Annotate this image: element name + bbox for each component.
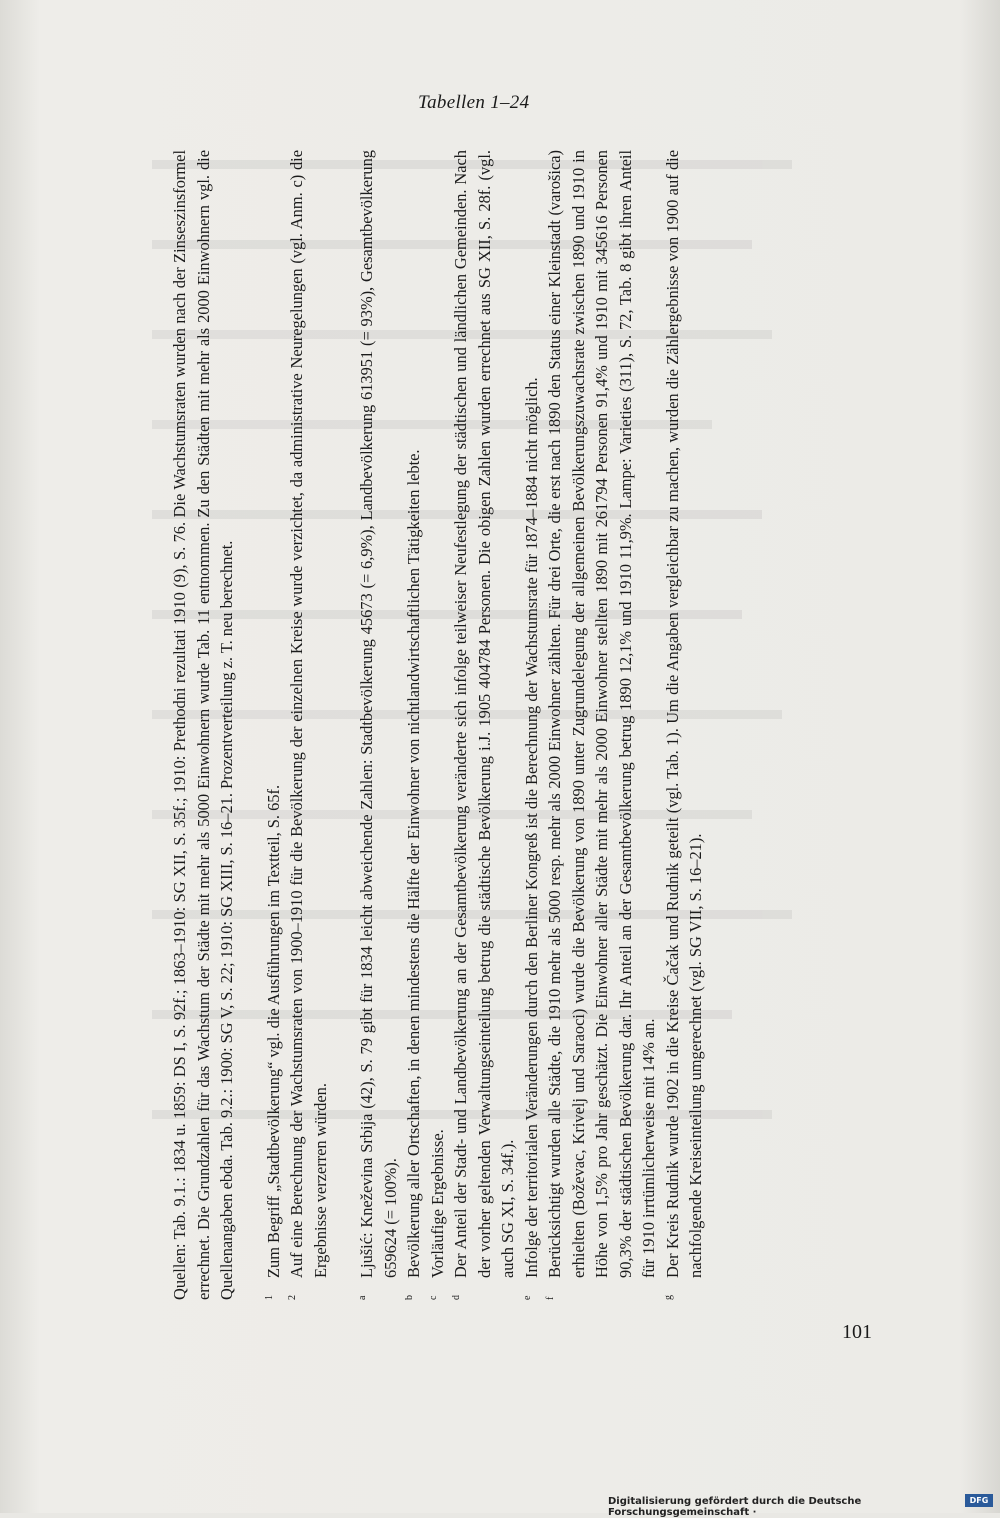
- footnote-text: Ljušić: Kneževina Srbija (42), S. 79 gibt für 1834 leicht abweichende Zahlen: Stadtbevölkerung 45673 (= 6,9%), Landbevölkerung 613951 (= 93%), Gesamtbevölkerung 659624 (= 100%).: [357, 150, 400, 1278]
- footnote-marker: 1: [263, 1295, 275, 1300]
- footnote-text: Zum Begriff „Stadtbevölkerung“ vgl. die Ausführungen im Textteil, S. 65f.: [263, 784, 283, 1278]
- footnote-f: [543, 150, 661, 1300]
- footnote-marker: c: [427, 1295, 439, 1300]
- footnote-marker: b: [404, 1295, 415, 1300]
- dfg-logo[interactable]: DFG: [965, 1494, 993, 1507]
- footnote-text: Infolge der territorialen Veränderungen durch den Berliner Kongreß ist die Berechnung der Wachstumsrate für 1874–1884 nicht möglich.: [521, 377, 541, 1278]
- footnote-text: Berücksichtigt wurden alle Städte, die 1910 mehr als 5000 resp. mehr als 2000 Einwohner zählten. Für drei Orte, die erst nach 1890 den Status einer Kleinstadt (varošica) erhielten (Boževac, Krivelj und Saraoci) wurde die Bevölkerung von 1890 unter Zugrundelegung der allgemeinen Bevölkerungszuwachsrate zwischen 1890 und 1910 in Höhe von 1,5% pro Jahr geschätzt. Die Einwohner aller Städte mit mehr als 2000 Einwohner stellten 1890 mit 261794 Personen 91,4% und 1910 mit 345616 Personen 90,3% der städtischen Bevölkerung dar. Ihr Anteil an der Gesamtbevölkerung betrug 1890 12,1% und 1910 11,9%. Lampe: Varieties (311), S. 72, Tab. 8 gibt ihren Anteil für 1910 irrtümlicherweise mit 14% an.: [545, 150, 658, 1278]
- digitization-credit: Digitalisierung gefördert durch die Deutsche Forschungsgemeinschaft ·: [608, 1496, 862, 1518]
- footnote-marker: a: [357, 1295, 368, 1300]
- footnote-2: [285, 150, 332, 1300]
- footnote-g: [661, 150, 708, 1300]
- footnote-marker: d: [451, 1295, 462, 1300]
- spacer: [239, 150, 262, 1300]
- footnote-text: Der Kreis Rudnik wurde 1902 in die Kreise Čačak und Rudnik geteilt (vgl. Tab. 1). Um die Angaben vergleichbar zu machen, wurden die Zählergebnisse von 1900 auf die nachfolgende Kreiseinteilung umgerechnet (vgl. SG VII, S. 16–21).: [662, 150, 705, 1278]
- footnote-text: Auf eine Berechnung der Wachstumsraten von 1900–1910 für die Bevölkerung der einzelnen Kreise wurde verzichtet, da administrative Neuregelungen (vgl. Anm. c) die Ergebnisse verzerren würden.: [287, 150, 330, 1278]
- footnote-marker: f: [545, 1296, 556, 1300]
- footnote-d: [449, 150, 520, 1300]
- footnote-marker: e: [521, 1295, 533, 1300]
- footnote-text: Bevölkerung aller Ortschaften, in denen mindestens die Hälfte der Einwohner von nichtlandwirtschaftlichen Tätigkeiten lebte.: [404, 449, 423, 1278]
- footnote-c: [426, 150, 450, 1300]
- footnote-b: [402, 150, 426, 1300]
- footnote-text: Vorläufige Ergebnisse.: [427, 1129, 447, 1278]
- sources-paragraph: Quellen: Tab. 9.1.: 1834 u. 1859: DS I, S. 92f.; 1863–1910: SG XII, S. 35f.; 1910: Prethodni rezultati 1910 (9), S. 76. Die Wachstumsraten wurden nach der Zinseszinsformel errechnet. Die Grundzahlen für das Wachstum der Städte mit mehr als 5000 Einwohnern wurde Tab. 11 entnommen. Zu den Städten mit mehr als 2000 Einwohnern vgl. die Quellenangaben ebda. Tab. 9.2.: 1900: SG V, S. 22; 1910: SG XIII, S. 16–21. Prozentverteilung z. T. neu berechnet.: [170, 150, 236, 1300]
- footnote-marker: g: [662, 1295, 674, 1300]
- footnote-text: Der Anteil der Stadt- und Landbevölkerung an der Gesamtbevölkerung veränderte sich infolge teilweiser Neufestlegung der städtischen und ländlichen Gemeinden. Nach der vorher geltenden Verwaltungseinteilung betrug die städtische Bevölkerung i.J. 1905 404784 Personen. Die obigen Zahlen wurden errechnet aus SG XII, S. 28f. (vgl. auch SG XI, S. 34f.).: [451, 150, 517, 1278]
- rotated-notes-region: [168, 150, 808, 1300]
- spacer: [332, 150, 355, 1300]
- page-number: 101: [842, 1321, 872, 1343]
- running-head: Tabellen 1–24: [418, 92, 530, 113]
- notes-block: [168, 150, 808, 1300]
- footnote-1: [262, 150, 286, 1300]
- footnote-a: [355, 150, 402, 1300]
- footnote-marker: 2: [287, 1295, 298, 1300]
- footnote-e: [520, 150, 544, 1300]
